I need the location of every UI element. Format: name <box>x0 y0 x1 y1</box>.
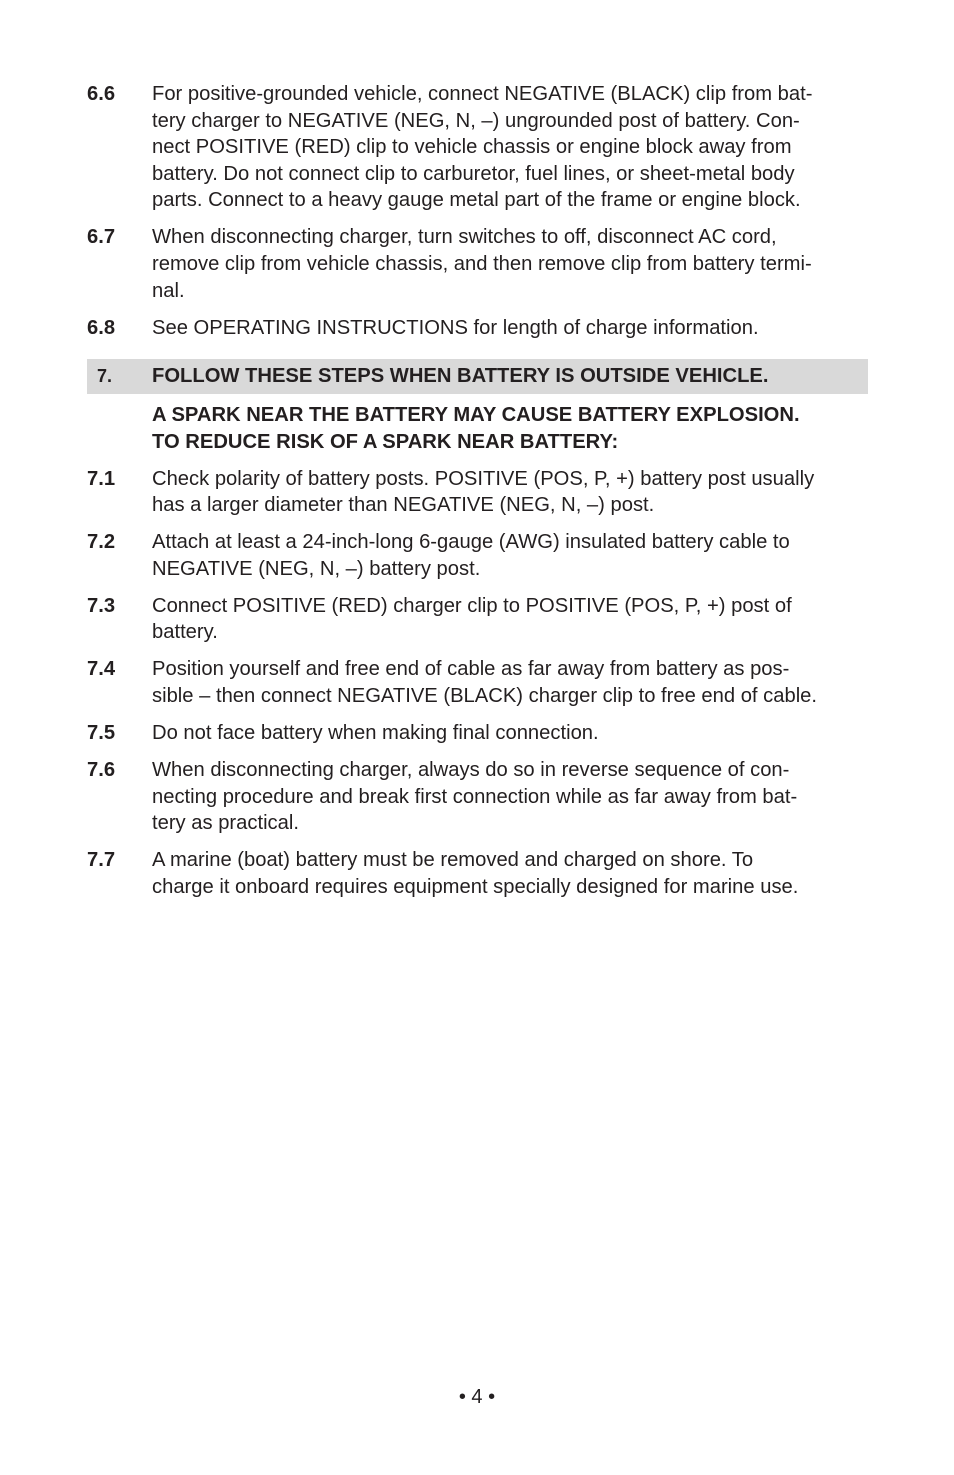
item-text <box>152 720 868 747</box>
item-number: 7.3 <box>87 594 116 617</box>
text-line: remove clip from vehicle chassis, and then remove clip from battery termi- <box>152 252 812 275</box>
text-line: For positive-grounded vehicle, connect NEGATIVE (BLACK) clip from bat- <box>152 83 813 105</box>
item-text <box>152 757 868 837</box>
spark-warning <box>87 402 868 455</box>
text-line: has a larger diameter than NEGATIVE (NEG, N, –) post. <box>152 494 655 517</box>
item-text <box>152 315 868 342</box>
list-item-7-1 <box>87 466 868 519</box>
warning-line: A SPARK NEAR THE BATTERY MAY CAUSE BATTERY EXPLOSION. <box>152 404 800 427</box>
list-item-7-4 <box>87 656 868 709</box>
text-line: Do not face battery when making final connection. <box>152 722 599 745</box>
text-line: A marine (boat) battery must be removed and charged on shore. To <box>152 849 754 872</box>
list-item-6-7 <box>87 224 868 304</box>
text-line: nect POSITIVE (RED) clip to vehicle chassis or engine block away from <box>152 136 792 159</box>
text-line: parts. Connect to a heavy gauge metal part of the frame or engine block. <box>152 189 801 212</box>
text-line: NEGATIVE (NEG, N, –) battery post. <box>152 557 481 580</box>
list-item-7-2 <box>87 529 868 582</box>
item-text <box>152 847 868 900</box>
text-line: Connect POSITIVE (RED) charger clip to POSITIVE (POS, P, +) post of <box>152 594 792 617</box>
text-line: Position yourself and free end of cable as far away from battery as pos- <box>152 658 790 681</box>
text-line: battery. <box>152 621 218 644</box>
manual-page <box>87 81 868 911</box>
item-number: 7.5 <box>87 722 116 745</box>
text-line: nal. <box>152 279 185 302</box>
list-item-7-6 <box>87 757 868 837</box>
section-number: 7. <box>97 366 113 387</box>
section-title: FOLLOW THESE STEPS WHEN BATTERY IS OUTSIDE VEHICLE. <box>152 365 769 388</box>
list-item-7-3 <box>87 593 868 646</box>
section-7-header <box>87 359 868 394</box>
list-item-6-6 <box>87 81 868 214</box>
item-number: 7.2 <box>87 531 116 554</box>
item-number: 7.7 <box>87 849 116 872</box>
text-line: tery as practical. <box>152 812 299 835</box>
item-number: 7.1 <box>87 467 116 490</box>
item-number: 6.7 <box>87 226 116 249</box>
item-text <box>152 466 868 519</box>
item-number: 7.4 <box>87 658 116 681</box>
text-line: See OPERATING INSTRUCTIONS for length of charge information. <box>152 316 759 339</box>
text-line: Attach at least a 24-inch-long 6-gauge (AWG) insulated battery cable to <box>152 531 790 554</box>
item-text <box>152 529 868 582</box>
item-text <box>152 224 868 304</box>
item-number: 6.6 <box>87 83 116 105</box>
text-line: When disconnecting charger, always do so in reverse sequence of con- <box>152 759 790 781</box>
section-6-list <box>87 81 868 341</box>
page-number: • 4 • <box>458 1386 496 1408</box>
text-line: necting procedure and break first connection while as far away from bat- <box>152 785 798 808</box>
text-line: sible – then connect NEGATIVE (BLACK) charger clip to free end of cable. <box>152 685 818 708</box>
text-line: tery charger to NEGATIVE (NEG, N, –) ungrounded post of battery. Con- <box>152 109 800 132</box>
text-line: When disconnecting charger, turn switches to off, disconnect AC cord, <box>152 226 777 249</box>
text-line: battery. Do not connect clip to carburetor, fuel lines, or sheet-metal body <box>152 162 795 185</box>
text-line: charge it onboard requires equipment specially designed for marine use. <box>152 875 799 898</box>
list-item-7-7 <box>87 847 868 900</box>
list-item-6-8 <box>87 315 868 342</box>
item-text <box>152 656 868 709</box>
item-number: 6.8 <box>87 316 116 339</box>
item-text <box>152 593 868 646</box>
item-number: 7.6 <box>87 759 116 781</box>
warning-line: TO REDUCE RISK OF A SPARK NEAR BATTERY: <box>152 430 619 453</box>
list-item-7-5 <box>87 720 868 747</box>
item-text <box>152 81 868 214</box>
text-line: Check polarity of battery posts. POSITIVE (POS, P, +) battery post usually <box>152 467 815 490</box>
section-7-list <box>87 466 868 901</box>
